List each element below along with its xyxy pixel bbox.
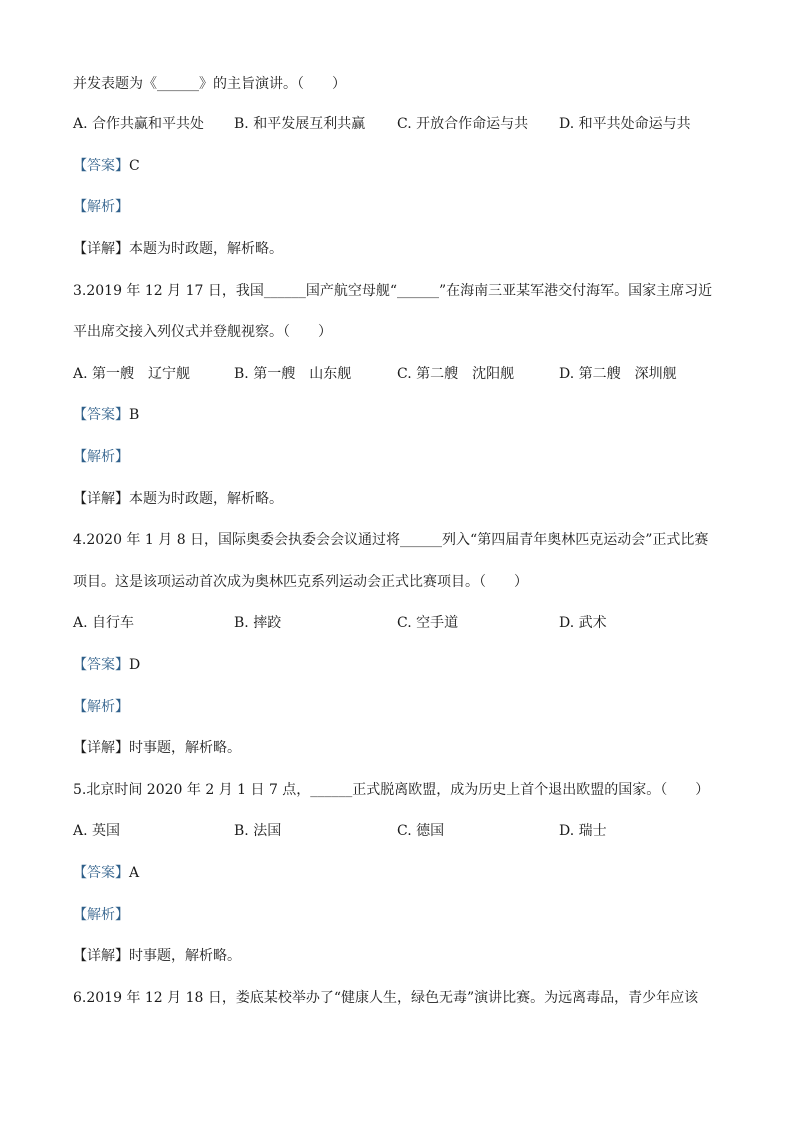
answer-line (73, 864, 139, 882)
answer-line (73, 406, 139, 424)
detail-text: 【详解】时事题，解析略。 (73, 948, 241, 964)
option-c: C. 开放合作命运与共 (397, 116, 529, 132)
question-3-text-cont: 平出席交接入列仪式并登舰视察。（ ） (73, 324, 332, 340)
answer-tag: 【答案】 (73, 407, 129, 423)
detail-text: 【详解】本题为时政题，解析略。 (73, 491, 283, 507)
analysis-tag: 【解析】 (73, 449, 129, 465)
question-6-text: 6.2019 年 12 月 18 日，娄底某校举办了“健康人生，绿色无毒”演讲比赛。为远离毒品，青少年应该 (73, 990, 699, 1006)
answer-tag: 【答案】 (73, 158, 129, 174)
analysis-tag: 【解析】 (73, 199, 129, 215)
option-d: D. 瑞士 (559, 823, 607, 839)
question-continuation-text: 并发表题为《______》的主旨演讲。（ ） (73, 76, 346, 92)
option-b: B. 法国 (234, 823, 282, 839)
option-b: B. 摔跤 (234, 615, 282, 631)
question-5-text: 5.北京时间 2020 年 2 月 1 日 7 点，______正式脱离欧盟，成为历史上首个退出欧盟的国家。（ ） (73, 782, 710, 798)
answer-value: D (129, 657, 141, 673)
detail-text: 【详解】本题为时政题，解析略。 (73, 241, 283, 257)
option-d: D. 武术 (559, 615, 607, 631)
answer-value: A (129, 865, 140, 881)
answer-value: C (129, 158, 140, 174)
option-d: D. 和平共处命运与共 (559, 116, 691, 132)
option-c: C. 德国 (397, 823, 445, 839)
answer-line (73, 157, 140, 175)
detail-text: 【详解】时事题，解析略。 (73, 740, 241, 756)
option-c: C. 空手道 (397, 615, 459, 631)
question-4-text-cont: 项目。这是该项运动首次成为奥林匹克系列运动会正式比赛项目。（ ） (73, 574, 528, 590)
option-b: B. 第一艘 山东舰 (234, 366, 352, 382)
option-d: D. 第二艘 深圳舰 (559, 366, 677, 382)
analysis-tag: 【解析】 (73, 907, 129, 923)
option-a: A. 第一艘 辽宁舰 (73, 366, 191, 382)
answer-value: B (129, 407, 140, 423)
analysis-tag: 【解析】 (73, 699, 129, 715)
option-a: A. 合作共赢和平共处 (73, 116, 205, 132)
answer-line (73, 656, 140, 674)
option-a: A. 英国 (73, 823, 121, 839)
option-c: C. 第二艘 沈阳舰 (397, 366, 515, 382)
question-4-text: 4.2020 年 1 月 8 日，国际奥委会执委会会议通过将______列入“第四届青年奥林匹克运动会”正式比赛 (73, 532, 709, 548)
answer-tag: 【答案】 (73, 865, 129, 881)
answer-tag: 【答案】 (73, 657, 129, 673)
option-a: A. 自行车 (73, 615, 135, 631)
option-b: B. 和平发展互利共赢 (234, 116, 366, 132)
question-3-text: 3.2019 年 12 月 17 日，我国______国产航空母舰“______”在海南三亚某军港交付海军。国家主席习近 (73, 283, 713, 299)
